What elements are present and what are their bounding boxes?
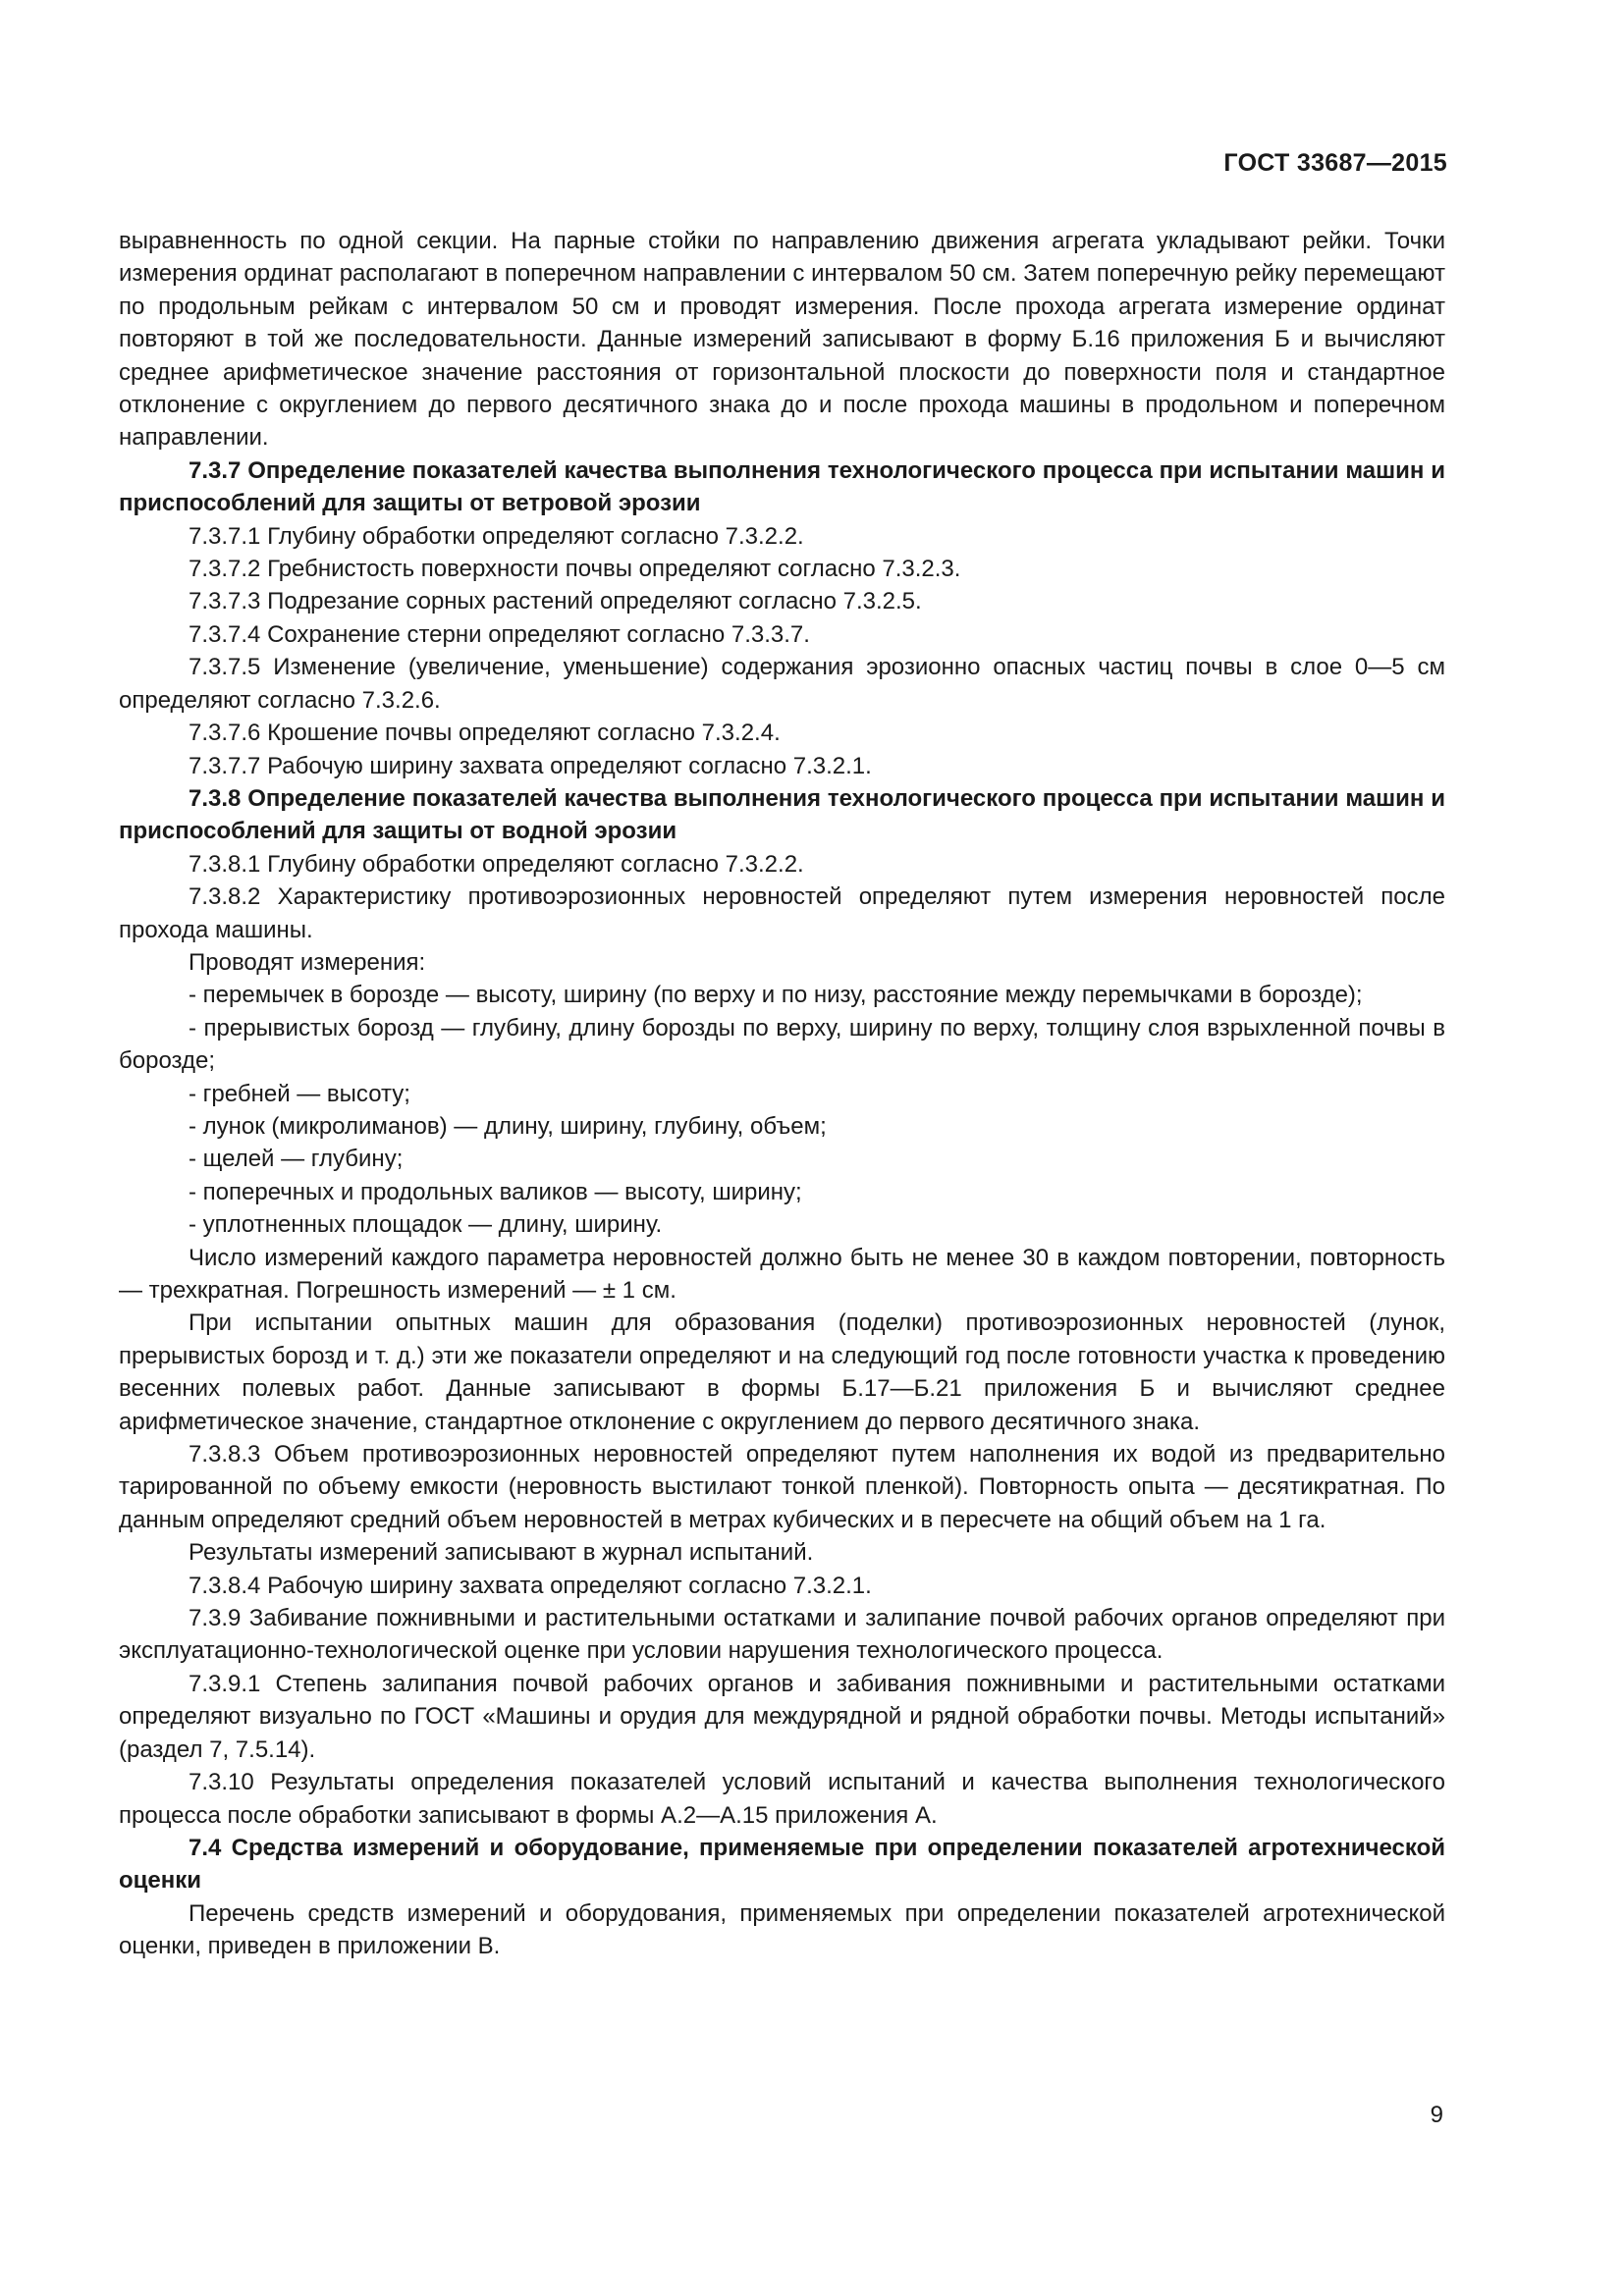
section-heading-7-3-7: 7.3.7 Определение показателей качества выполнения технологического процесса при испытании машин и приспособлений для защиты от ветровой эрозии [119, 456, 1445, 517]
paragraph: 7.3.8.2 Характеристику противоэрозионных неровностей определяют путем измерения неровностей после прохода машины. [119, 883, 1445, 943]
list-item: - уплотненных площадок — длину, ширину. [189, 1211, 663, 1239]
paragraph: 7.3.8.4 Рабочую ширину захвата определяют согласно 7.3.2.1. [189, 1572, 872, 1599]
standard-header: ГОСТ 33687—2015 [1223, 149, 1447, 177]
paragraph: 7.3.8.1 Глубину обработки определяют согласно 7.3.2.2. [189, 850, 804, 878]
page-number: 9 [1430, 2102, 1443, 2128]
document-body [119, 225, 1445, 1963]
paragraph: Проводят измерения: [189, 948, 426, 976]
list-item: - гребней — высоту; [189, 1080, 410, 1107]
paragraph: 7.3.9.1 Степень залипания почвой рабочих органов и забивания пожнивными и растительными остатками определяют визуально по ГОСТ «Машины и орудия для междурядной и рядной обработки почвы. Методы испытаний» (раздел 7, 7.5.14). [119, 1670, 1445, 1763]
section-heading-7-3-8: 7.3.8 Определение показателей качества выполнения технологического процесса при испытании машин и приспособлений для защиты от водной эрозии [119, 784, 1445, 845]
list-item: - прерывистых борозд — глубину, длину борозды по верху, ширину по верху, толщину слоя взрыхленной почвы в борозде; [119, 1014, 1445, 1075]
paragraph: 7.3.7.3 Подрезание сорных растений определяют согласно 7.3.2.5. [189, 588, 922, 615]
section-heading-7-4: 7.4 Средства измерений и оборудование, применяемые при определении показателей агротехнической оценки [119, 1834, 1445, 1895]
paragraph: 7.3.7.4 Сохранение стерни определяют согласно 7.3.3.7. [189, 620, 810, 648]
paragraph: 7.3.9 Забивание пожнивными и растительными остатками и залипание почвой рабочих органов определяют при эксплуатационно-технологической оценке при условии нарушения технологического процесса. [119, 1605, 1445, 1665]
paragraph: выравненность по одной секции. На парные стойки по направлению движения агрегата укладывают рейки. Точки измерения ординат располагают в поперечном направлении с интервалом 50 см. Затем поперечную рейку перемещают по продольным рейкам с интервалом 50 см и проводят измерения. После прохода агрегата измерение ординат повторяют в той же последовательности. Данные измерений записывают в форму Б.16 приложения Б и вычисляют среднее арифметическое значение расстояния от горизонтальной плоскости до поверхности поля и стандартное отклонение с округлением до первого десятичного знака до и после прохода машины в продольном и поперечном направлении. [119, 228, 1445, 452]
paragraph: 7.3.7.7 Рабочую ширину захвата определяют согласно 7.3.2.1. [189, 752, 872, 779]
paragraph: 7.3.10 Результаты определения показателей условий испытаний и качества выполнения технологического процесса после обработки записывают в формы А.2—А.15 приложения А. [119, 1769, 1445, 1829]
paragraph: 7.3.8.3 Объем противоэрозионных неровностей определяют путем наполнения их водой из предварительно тарированной по объему емкости (неровность выстилают тонкой пленкой). Повторность опыта — десятикратная. По данным определяют средний объем неровностей в метрах кубических и в пересчете на общий объем на 1 га. [119, 1441, 1445, 1533]
paragraph: 7.3.7.1 Глубину обработки определяют согласно 7.3.2.2. [189, 522, 804, 550]
list-item: - щелей — глубину; [189, 1146, 404, 1173]
paragraph: Число измерений каждого параметра неровностей должно быть не менее 30 в каждом повторении, повторность — трехкратная. Погрешность измерений — ± 1 см. [119, 1244, 1445, 1304]
paragraph: Результаты измерений записывают в журнал испытаний. [189, 1539, 814, 1567]
paragraph: 7.3.7.6 Крошение почвы определяют согласно 7.3.2.4. [189, 720, 781, 747]
paragraph: 7.3.7.5 Изменение (увеличение, уменьшение) содержания эрозионно опасных частиц почвы в слое 0—5 см определяют согласно 7.3.2.6. [119, 654, 1445, 714]
paragraph: При испытании опытных машин для образования (поделки) противоэрозионных неровностей (лунок, прерывистых борозд и т. д.) эти же показатели определяют и на следующий год после готовности участка к проведению весенних полевых работ. Данные записывают в формы Б.17—Б.21 приложения Б и вычисляют среднее арифметическое значение, стандартное отклонение с округлением до первого десятичного знака. [119, 1309, 1445, 1435]
paragraph: 7.3.7.2 Гребнистость поверхности почвы определяют согласно 7.3.2.3. [189, 556, 961, 583]
list-item: - поперечных и продольных валиков — высоту, ширину; [189, 1178, 802, 1205]
paragraph: Перечень средств измерений и оборудования, применяемых при определении показателей агротехнической оценки, приведен в приложении В. [119, 1899, 1445, 1960]
list-item: - перемычек в борозде — высоту, ширину (по верху и по низу, расстояние между перемычками в борозде); [189, 982, 1363, 1009]
list-item: - лунок (микролиманов) — длину, ширину, глубину, объем; [189, 1112, 827, 1140]
